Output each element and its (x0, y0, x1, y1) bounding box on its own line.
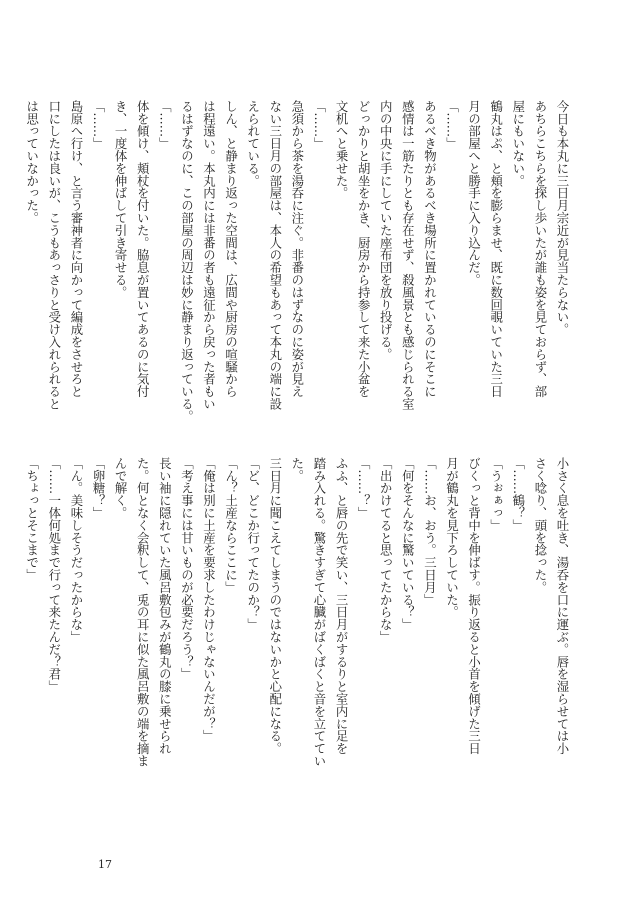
text-line: 口にしたは良いが、こうもあっさりと受け入れられると (46, 100, 62, 410)
text-line: 体を傾け、頬杖を付いた。脇息が置いてあるのに気付 (135, 100, 151, 398)
text-line: びくっと背中を伸ばす。振り返ると小首を傾げた三日 (466, 457, 482, 755)
text-line: ふふ、と唇の先で笑い、三日月がするりと室内に足を (334, 457, 350, 755)
text-line: 「考え事には甘いものが必要だろう？」 (179, 457, 195, 681)
text-line: しん、と静まり返った空間は、広間や厨房の喧騒から (223, 100, 239, 398)
text-line: き、一度体を伸ばして引き寄せる。 (113, 100, 129, 299)
text-line: 「ちょっとそこまで」 (24, 457, 40, 581)
text-line: 小さく息を吐き、湯呑を口に運ぶ。唇を湿らせては小 (555, 457, 570, 755)
text-line: 月の部屋へと勝手に入り込んだ。 (466, 100, 482, 286)
text-line: どっかりと胡坐をかき、厨房から持参して来た小盆を (356, 100, 372, 398)
text-line: あるべき物があるべき場所に置かれているのにそこに (422, 100, 438, 398)
text-line: あちらこちらを探し歩いたが誰も姿を見ておらず、部 (532, 100, 548, 398)
text-line: 「……」 (157, 100, 173, 150)
page-number: 17 (98, 858, 112, 871)
text-line: るはずなのに、この部屋の周辺は妙に静まり返っている。 (179, 100, 195, 423)
text-line: んで解く。 (113, 457, 129, 519)
text-line: 長い袖に隠れていた風呂敷包みが鶴丸の膝に乗せられ (157, 457, 173, 755)
text-line: 「俺は別に土産を要求したわけじゃないんだが？」 (201, 457, 217, 743)
text-line: 屋にもいない。 (510, 100, 526, 187)
text-line: 三日月に聞こえてしまうのではないかと心配になる。 (267, 457, 283, 755)
text-line: た。何となく会釈して、兎の耳に似た風呂敷の端を摘ま (135, 457, 151, 767)
text-line: 急須から茶を湯呑に注ぐ。非番のはずなのに姿が見え (289, 100, 305, 398)
text-line: 感情は一筋たりとも存在せず、殺風景とも感じられる室 (400, 100, 416, 410)
text-line: 「ど、どこか行ってたのか？」 (245, 457, 261, 631)
text-line: た。 (289, 457, 305, 482)
text-line: さく唸り、頭を捻った。 (532, 457, 548, 594)
text-line: 「何をそんなに驚いている？」 (400, 457, 416, 631)
text-line: 「卵糖？」 (91, 457, 107, 519)
text-line: 「……鶴？」 (510, 457, 526, 532)
text-line: は程遠い。本丸内には非番の者も遠征から戻った者もい (201, 100, 217, 410)
text-line: ない三日月の部屋は、本人の希望もあって本丸の端に設 (267, 100, 283, 410)
text-line: 鶴丸はぷ、と頬を膨らませ、既に数回覗いていた三日 (488, 100, 504, 398)
text-line: 「……」 (91, 100, 107, 150)
text-line: 文机へと乗せた。 (334, 100, 350, 200)
text-line: 今日も本丸に三日月宗近が見当たらない。 (555, 100, 570, 336)
text-line: 「……」 (311, 100, 327, 150)
lower-text-block (21, 457, 573, 802)
text-line: 「……お、おう。三日月」 (422, 457, 438, 606)
text-line: 内の中央に手にしていた座布団を放り投げる。 (378, 100, 394, 361)
text-line: 「出かけてると思ってたからな」 (378, 457, 394, 643)
text-line: 月が鶴丸を見下ろしていた。 (444, 457, 460, 619)
text-line: 「……？」 (356, 457, 372, 519)
text-line: えられている。 (245, 100, 261, 187)
text-line: は思っていなかった。 (24, 100, 40, 224)
text-line: 「ん。美味しそうだったからな」 (68, 457, 84, 643)
upper-text-block (21, 100, 573, 445)
text-line: 「……一体何処まで行って来たんだ？君」 (46, 457, 62, 693)
text-line: 島原へ行け、と言う審神者に向かって編成をさせろと (68, 100, 84, 398)
text-line: 「ん？土産ならここに」 (223, 457, 239, 594)
text-line: 踏み入れる。驚きすぎて心臓がばくばくと音を立ててい (311, 457, 327, 767)
text-line: 「うぉぁっ」 (488, 457, 504, 532)
text-line: 「……」 (444, 100, 460, 150)
